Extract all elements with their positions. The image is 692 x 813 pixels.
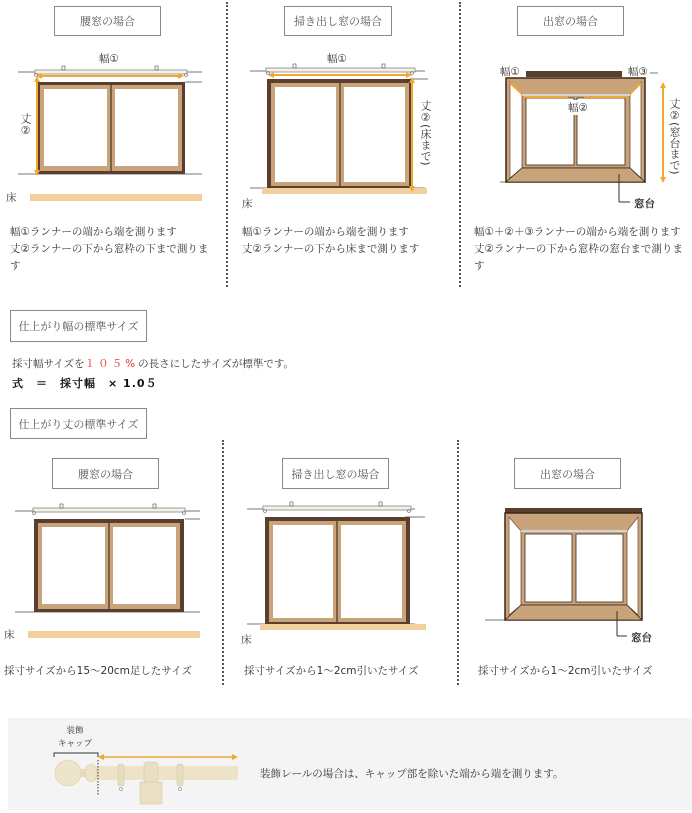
koshimado-finished-diagram xyxy=(0,500,222,645)
floor-label: 床 xyxy=(4,629,15,641)
cap-label-line1: 装飾 xyxy=(66,726,84,736)
sill-label: 窓台 xyxy=(631,632,652,644)
desc-line: 幅①＋②＋③ランナーの端から端を測ります xyxy=(474,226,681,238)
desc-line: 丈②ランナーの下から窓枠の下まで測りま xyxy=(10,243,209,255)
height-label: 丈② xyxy=(19,113,32,137)
column-divider xyxy=(459,2,461,287)
demado-title: 出窓の場合 xyxy=(517,6,624,36)
finished-width-sentence xyxy=(12,356,294,371)
desc-line: す xyxy=(10,260,21,272)
finished-height-heading: 仕上がり丈の標準サイズ xyxy=(10,408,147,439)
desc-line: 丈②ランナーの下から窓枠の窓台まで測りま xyxy=(474,243,683,255)
floor-label: 床 xyxy=(242,198,253,210)
column-divider xyxy=(222,440,224,685)
hakidashi-finished-diagram xyxy=(225,500,450,640)
column-divider xyxy=(226,2,228,287)
desc-line: す xyxy=(474,260,485,272)
koshimado-title: 腰窓の場合 xyxy=(54,6,161,36)
hakidashi-description xyxy=(242,224,457,258)
height-label: 丈②(床まで) xyxy=(419,100,432,166)
width-label-1: 幅① xyxy=(500,66,520,78)
sill-label: 窓台 xyxy=(634,198,655,210)
hakidashi-title: 掃き出し窓の場合 xyxy=(284,6,392,36)
desc-line: 丈②ランナーの下から床まで測ります xyxy=(242,243,420,255)
decorative-rail-illustration xyxy=(40,752,250,812)
finished-width-heading: 仕上がり幅の標準サイズ xyxy=(10,310,147,342)
desc-line: 幅①ランナーの端から端を測ります xyxy=(242,226,409,238)
koshimado-title: 腰窓の場合 xyxy=(52,458,159,489)
sentence-prefix: 採寸幅サイズを xyxy=(12,358,85,370)
demado-finished-description: 採寸サイズから1〜2cm引いたサイズ xyxy=(478,665,653,677)
koshimado-measure-diagram xyxy=(0,60,226,210)
demado-measure-diagram xyxy=(500,68,690,208)
percent-highlight: １０５% xyxy=(84,358,139,370)
width-label: 幅① xyxy=(327,53,347,65)
demado-finished-diagram xyxy=(485,505,685,645)
hakidashi-title: 掃き出し窓の場合 xyxy=(282,458,389,489)
width-label-2: 幅② xyxy=(568,102,588,114)
sentence-suffix: の長さにしたサイズが標準です。 xyxy=(138,358,294,370)
decorative-rail-note: 装飾レールの場合は、キャップ部を除いた端から端を測ります。 xyxy=(260,768,564,780)
width-label-3: 幅③ xyxy=(628,66,648,78)
hakidashi-finished-description: 採寸サイズから1〜2cm引いたサイズ xyxy=(244,665,419,677)
formula: 式 ＝ 採寸幅 × 1.0５ xyxy=(12,377,158,390)
floor-label: 床 xyxy=(241,634,252,646)
column-divider xyxy=(457,440,459,685)
koshimado-description xyxy=(10,224,220,275)
cap-label xyxy=(55,725,95,751)
width-label: 幅① xyxy=(99,53,119,65)
demado-description xyxy=(474,224,692,275)
floor-label: 床 xyxy=(6,192,17,204)
demado-title: 出窓の場合 xyxy=(514,458,621,489)
desc-line: 幅①ランナーの端から端を測ります xyxy=(10,226,177,238)
cap-label-line2: キャップ xyxy=(57,739,92,749)
height-label: 丈②(窓台まで) xyxy=(668,98,681,175)
koshimado-finished-description: 採寸サイズから15〜20cm足したサイズ xyxy=(4,665,193,677)
